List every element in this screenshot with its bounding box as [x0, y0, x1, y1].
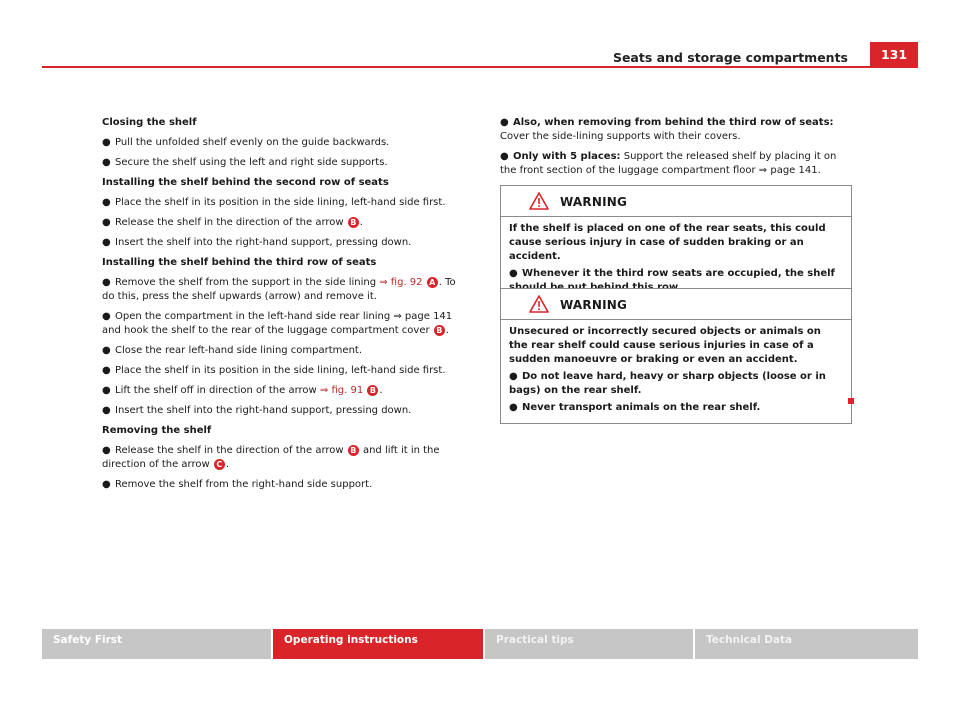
- list-item: ● Open the compartment in the left-hand side rear lining ⇒ page 141 and hook the shelf to the rear of the luggage compartment cover B .: [102, 311, 453, 336]
- callout-badge-c: C: [214, 459, 225, 470]
- callout-badge-b: B: [367, 385, 378, 396]
- bullet-icon: ●: [509, 371, 518, 382]
- left-column: [102, 116, 464, 498]
- footer-tab-technical-data[interactable]: Technical Data: [695, 629, 918, 659]
- bullet-icon: ●: [102, 137, 111, 148]
- bullet-icon: ●: [509, 402, 518, 413]
- list-item: ● Insert the shelf into the right-hand support, pressing down.: [102, 405, 412, 416]
- bullet-icon: ●: [102, 311, 111, 322]
- bullet-icon: ●: [102, 217, 111, 228]
- bullet-icon: ●: [509, 268, 518, 279]
- warning-text: Unsecured or incorrectly secured objects or animals on the rear shelf could cause serious injuries in case of a sudden manoeuvre or braking or even an accident.: [509, 326, 821, 365]
- bullet-icon: ●: [102, 277, 111, 288]
- section-heading-closing: Closing the shelf: [102, 117, 197, 128]
- warning-triangle-icon: [529, 192, 549, 210]
- list-item: ● Also, when removing from behind the third row of seats: Cover the side-lining supports with their covers.: [500, 117, 834, 142]
- running-header-title: Seats and storage compartments: [612, 50, 848, 65]
- warning-box: [500, 288, 852, 424]
- warning-triangle-icon: [529, 295, 549, 313]
- list-item: ● Only with 5 places: Support the released shelf by placing it on the front section of the luggage compartment floor ⇒ page 141.: [500, 151, 837, 176]
- bullet-icon: ●: [102, 157, 111, 168]
- list-item: ● Lift the shelf off in direction of the arrow ⇒ fig. 91 B .: [102, 385, 383, 396]
- footer-tab-practical-tips[interactable]: Practical tips: [485, 629, 693, 659]
- bullet-icon: ●: [102, 405, 111, 416]
- bullet-icon: ●: [102, 365, 111, 376]
- warning-body: [501, 320, 851, 423]
- list-item: ● Secure the shelf using the left and right side supports.: [102, 157, 388, 168]
- list-item: ● Remove the shelf from the support in the side lining ⇒ fig. 92 A . To do this, press the shelf upwards (arrow) and remove it.: [102, 277, 456, 302]
- bullet-icon: ●: [102, 479, 111, 490]
- page-number: 131: [870, 42, 918, 66]
- bullet-icon: ●: [102, 197, 111, 208]
- bullet-icon: ●: [102, 345, 111, 356]
- header-rule: [42, 66, 918, 68]
- right-column: [500, 116, 852, 184]
- list-item: ● Whenever it the third row seats are occupied, the shelf: [509, 268, 835, 279]
- figure-link[interactable]: ⇒ fig. 92: [379, 277, 423, 288]
- list-item: ● Never transport animals on the rear shelf.: [509, 402, 761, 413]
- list-item: ● Insert the shelf into the right-hand support, pressing down.: [102, 237, 412, 248]
- list-item: ● Close the rear left-hand side lining compartment.: [102, 345, 363, 356]
- bullet-icon: ●: [500, 117, 509, 128]
- list-item: ● Place the shelf in its position in the side lining, left-hand side first.: [102, 197, 446, 208]
- warning-text: If the shelf is placed on one of the rear seats, this could cause serious injury in case of sudden braking or an accident.: [509, 223, 826, 262]
- callout-badge-a: A: [427, 277, 438, 288]
- footer-tab-safety-first[interactable]: Safety First: [42, 629, 271, 659]
- bullet-icon: ●: [102, 385, 111, 396]
- warning-header: [501, 186, 851, 217]
- figure-link[interactable]: ⇒ fig. 91: [319, 385, 364, 396]
- warning-title: WARNING: [560, 298, 628, 312]
- warning-header: [501, 289, 851, 320]
- bullet-icon: ●: [102, 445, 111, 456]
- callout-badge-b: B: [348, 217, 359, 228]
- footer-tab-operating-instructions[interactable]: Operating instructions: [273, 629, 483, 659]
- list-item: ● Pull the unfolded shelf evenly on the guide backwards.: [102, 137, 390, 148]
- callout-badge-b: B: [348, 445, 359, 456]
- callout-badge-b: B: [434, 325, 445, 336]
- warning-title: WARNING: [560, 195, 628, 209]
- bullet-icon: ●: [102, 237, 111, 248]
- section-heading-second-row: Installing the shelf behind the second row of seats: [102, 177, 389, 188]
- section-heading-removing: Removing the shelf: [102, 425, 212, 436]
- list-item: ● Release the shelf in the direction of the arrow B and lift it in the direction of the arrow C .: [102, 445, 440, 470]
- section-end-marker: [848, 398, 854, 404]
- list-item: ● Release the shelf in the direction of the arrow B .: [102, 217, 363, 228]
- list-item: ● Remove the shelf from the right-hand side support.: [102, 479, 373, 490]
- bullet-icon: ●: [500, 151, 509, 162]
- section-heading-third-row: Installing the shelf behind the third row of seats: [102, 257, 377, 268]
- list-item: ● Place the shelf in its position in the side lining, left-hand side first.: [102, 365, 446, 376]
- list-item: ● Do not leave hard, heavy or sharp objects (loose or in bags) on the rear shelf.: [509, 371, 826, 396]
- warning-box: [500, 185, 852, 304]
